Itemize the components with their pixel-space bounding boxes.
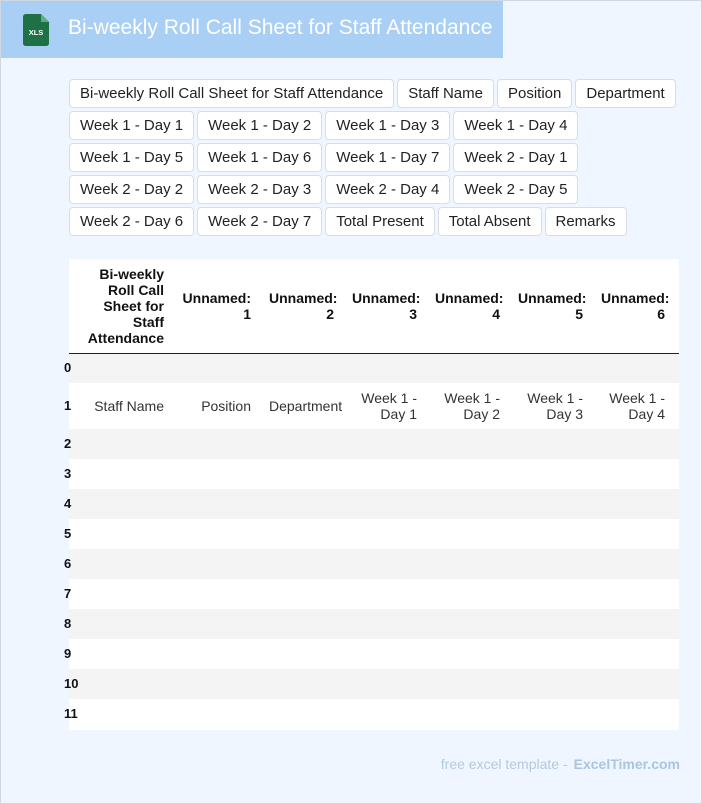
table-cell [265, 549, 348, 579]
table-cell: Staff Name [79, 383, 178, 429]
table-cell [514, 429, 597, 459]
table-cell [597, 669, 679, 699]
table-row [69, 579, 679, 609]
table-cell [514, 639, 597, 669]
row-index-label: 10 [64, 676, 79, 691]
table-cell [178, 609, 265, 639]
table-cell [348, 609, 431, 639]
column-header: Bi-weekly Roll Call Sheet for Staff Attendance [79, 259, 178, 353]
row-index [64, 459, 79, 489]
table-cell: Week 1 - Day 3 [514, 383, 597, 429]
column-header: Unnamed: 4 [431, 259, 514, 353]
table-row [69, 639, 679, 669]
column-header: Unnamed: 2 [265, 259, 348, 353]
table-cell [514, 519, 597, 549]
table-cell [431, 699, 514, 729]
row-index-label: 9 [64, 646, 72, 661]
table-cell [431, 609, 514, 639]
row-index-label: 6 [64, 556, 72, 571]
table-cell [431, 639, 514, 669]
row-index-label: 2 [64, 436, 72, 451]
column-tag[interactable]: Week 2 - Day 5 [453, 175, 578, 204]
table-row [69, 459, 679, 489]
table-cell [348, 579, 431, 609]
row-index [64, 549, 79, 579]
table-cell [79, 429, 178, 459]
row-index [64, 353, 79, 383]
table-cell [597, 429, 679, 459]
table-cell [431, 459, 514, 489]
table-cell [348, 519, 431, 549]
table-cell [265, 699, 348, 729]
spreadsheet-preview [64, 259, 679, 730]
table-cell [431, 579, 514, 609]
footer-text: free excel template - [440, 756, 568, 772]
table-row [69, 699, 679, 729]
table-cell [178, 353, 265, 383]
row-index [64, 519, 79, 549]
table-cell [178, 459, 265, 489]
table-cell [514, 579, 597, 609]
column-tag[interactable]: Total Absent [438, 207, 542, 236]
table-cell [597, 579, 679, 609]
table-cell [348, 699, 431, 729]
table-cell [178, 699, 265, 729]
table-cell [265, 489, 348, 519]
table-cell [178, 639, 265, 669]
index-header [69, 259, 79, 353]
xls-file-icon [23, 14, 49, 46]
row-index [64, 489, 79, 519]
column-tag[interactable]: Week 1 - Day 1 [69, 111, 194, 140]
column-header: Unnamed: 3 [348, 259, 431, 353]
table-cell [178, 429, 265, 459]
table-cell: Position [178, 383, 265, 429]
table-cell [514, 489, 597, 519]
table-row [69, 383, 679, 429]
table-body [64, 353, 679, 729]
table-row [69, 669, 679, 699]
column-tag[interactable]: Week 1 - Day 4 [453, 111, 578, 140]
table-cell [265, 639, 348, 669]
table-cell [79, 459, 178, 489]
row-index [64, 699, 79, 729]
table-cell [79, 549, 178, 579]
row-index-label: 8 [64, 616, 72, 631]
row-index-label: 1 [64, 398, 72, 413]
table-cell [597, 609, 679, 639]
table-cell [597, 353, 679, 383]
table-cell [597, 489, 679, 519]
table-cell [431, 669, 514, 699]
table-cell [431, 519, 514, 549]
table-row [69, 429, 679, 459]
table-row [69, 353, 679, 383]
column-tag[interactable]: Bi-weekly Roll Call Sheet for Staff Attendance [69, 79, 394, 108]
table-row [69, 489, 679, 519]
table-cell [348, 459, 431, 489]
table-cell [597, 699, 679, 729]
table-cell [597, 639, 679, 669]
table-cell [265, 609, 348, 639]
column-tag[interactable]: Week 2 - Day 1 [453, 143, 578, 172]
table-cell [431, 549, 514, 579]
table-row [69, 609, 679, 639]
table-cell [597, 549, 679, 579]
table-cell [431, 489, 514, 519]
column-tag[interactable]: Week 2 - Day 2 [69, 175, 194, 204]
column-tag[interactable]: Week 1 - Day 6 [197, 143, 322, 172]
column-tag[interactable]: Week 1 - Day 5 [69, 143, 194, 172]
table-header-row [69, 259, 679, 353]
table-row [69, 519, 679, 549]
table-cell [178, 489, 265, 519]
table-cell: Department [265, 383, 348, 429]
svg-text:XLS: XLS [28, 28, 44, 37]
table-cell [597, 519, 679, 549]
column-tag[interactable]: Week 1 - Day 3 [325, 111, 450, 140]
column-header: Unnamed: 6 [597, 259, 679, 353]
table-cell [597, 459, 679, 489]
row-index [64, 429, 79, 459]
table-cell [79, 609, 178, 639]
row-index-label: 11 [64, 706, 78, 721]
column-tag[interactable]: Position [497, 79, 572, 108]
table-cell [265, 579, 348, 609]
table-cell [348, 489, 431, 519]
table-cell: Week 1 - Day 2 [431, 383, 514, 429]
page-title: Bi-weekly Roll Call Sheet for Staff Attendance [68, 16, 493, 39]
table-cell [178, 549, 265, 579]
column-tags [69, 79, 679, 236]
table-cell [514, 699, 597, 729]
table-cell [348, 669, 431, 699]
title-bar [1, 1, 503, 58]
column-tag[interactable]: Remarks [545, 207, 627, 236]
table-cell [178, 579, 265, 609]
row-index [64, 383, 79, 429]
table-cell [79, 353, 178, 383]
table-cell [79, 699, 178, 729]
column-tag[interactable]: Week 2 - Day 4 [325, 175, 450, 204]
table-cell [265, 353, 348, 383]
table-cell: Week 1 - Day 4 [597, 383, 679, 429]
column-header: Unnamed: 5 [514, 259, 597, 353]
column-tag[interactable]: Department [575, 79, 675, 108]
table-cell [431, 429, 514, 459]
table-cell [178, 669, 265, 699]
table-cell [265, 429, 348, 459]
table-row [69, 549, 679, 579]
row-index-label: 5 [64, 526, 72, 541]
table-cell [514, 459, 597, 489]
column-tag[interactable]: Total Present [325, 207, 435, 236]
table-cell [348, 549, 431, 579]
table-cell [79, 489, 178, 519]
table-cell [79, 579, 178, 609]
table-cell [348, 353, 431, 383]
table-cell [514, 609, 597, 639]
table-cell [79, 669, 178, 699]
table-cell [431, 353, 514, 383]
table-cell: Week 1 - Day 1 [348, 383, 431, 429]
footer [441, 756, 680, 772]
preview-table [64, 259, 679, 729]
row-index-label: 0 [64, 360, 72, 376]
row-index-label: 4 [64, 496, 72, 511]
row-index-label: 7 [64, 586, 72, 601]
column-tag[interactable]: Week 2 - Day 3 [197, 175, 322, 204]
table-cell [514, 549, 597, 579]
column-tag[interactable]: Week 1 - Day 2 [197, 111, 322, 140]
table-cell [265, 519, 348, 549]
table-cell [79, 639, 178, 669]
table-cell [514, 669, 597, 699]
column-tag[interactable]: Staff Name [397, 79, 494, 108]
column-tag[interactable]: Week 2 - Day 6 [69, 207, 194, 236]
table-cell [265, 669, 348, 699]
row-index [64, 639, 79, 669]
table-cell [79, 519, 178, 549]
table-cell [178, 519, 265, 549]
row-index [64, 579, 79, 609]
column-tag[interactable]: Week 2 - Day 7 [197, 207, 322, 236]
row-index [64, 609, 79, 639]
footer-brand-link[interactable]: ExcelTimer.com [573, 756, 680, 772]
column-tag[interactable]: Week 1 - Day 7 [325, 143, 450, 172]
row-index [64, 669, 79, 699]
table-cell [348, 429, 431, 459]
row-index-label: 3 [64, 466, 72, 481]
column-header: Unnamed: 1 [178, 259, 265, 353]
table-cell [514, 353, 597, 383]
table-cell [265, 459, 348, 489]
table-cell [348, 639, 431, 669]
